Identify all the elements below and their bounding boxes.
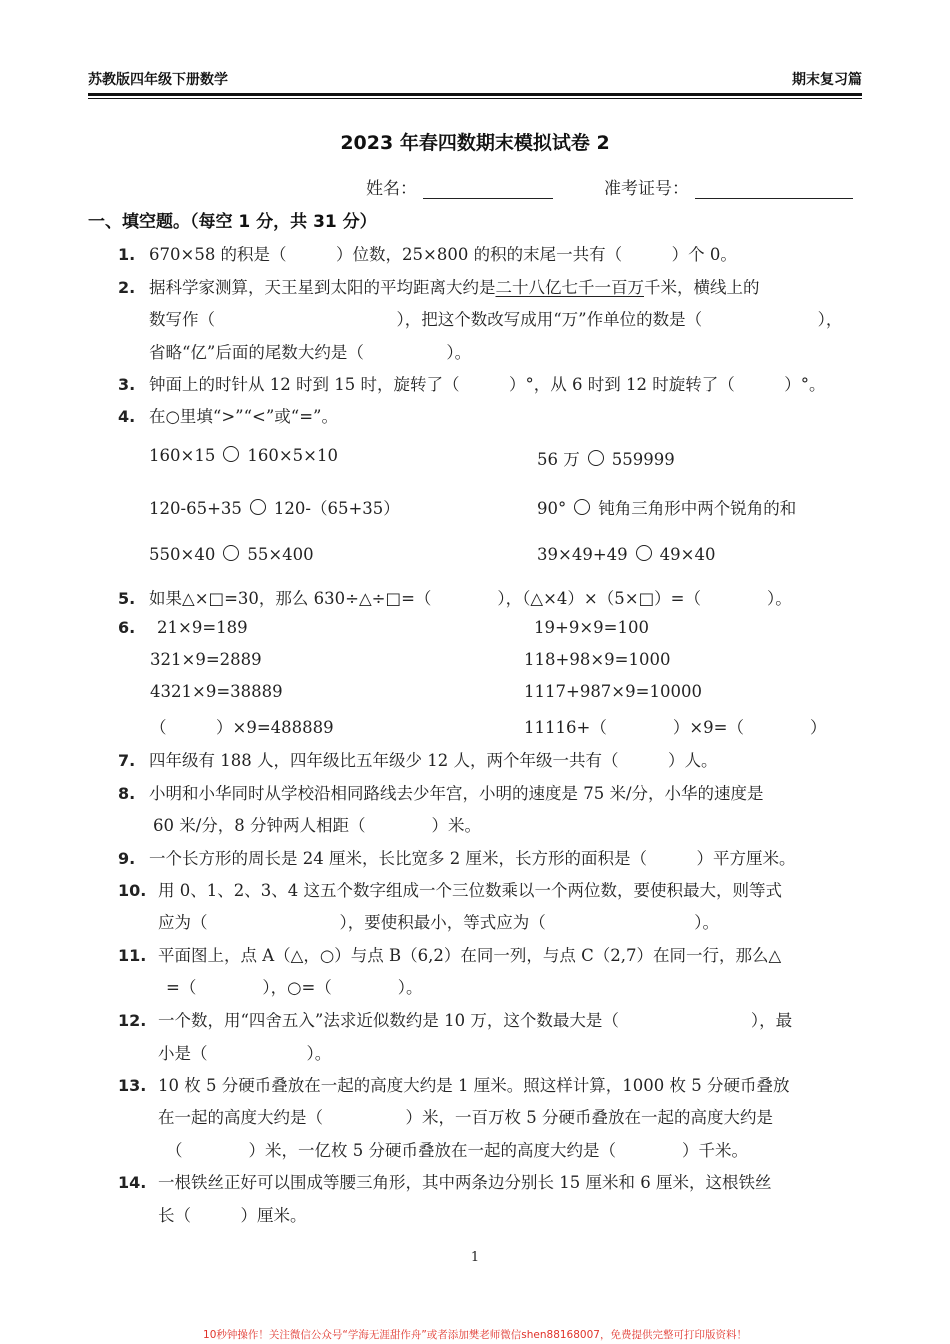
question-number: 10. (118, 881, 147, 900)
pattern-left-row: 4321×9=38889 (150, 682, 283, 701)
compare-circle[interactable] (223, 446, 239, 462)
question-8-line-2: 60 米/分，8 分钟两人相距（ ）米。 (153, 816, 482, 835)
question-text: 如果△×□=30，那么 630÷△÷□=（ ），（△×4）×（5×□）=（ ）。 (149, 589, 792, 608)
compare-right: 钝角三角形中两个锐角的和 (598, 499, 797, 518)
question-number: 14. (118, 1173, 147, 1192)
pattern-left-row: 21×9=189 (157, 618, 248, 637)
compare-item (537, 495, 796, 519)
question-12-line-2: 小是（ ）。 (158, 1044, 332, 1063)
question-6 (118, 618, 248, 637)
pattern-right-row: 118+98×9=1000 (524, 650, 671, 669)
question-text: 四年级有 188 人，四年级比五年级少 12 人，两个年级一共有（ ）人。 (149, 751, 718, 770)
question-text: 钟面上的时针从 12 时到 15 时，旋转了（ ）°，从 6 时到 12 时旋转了（ ）°。 (149, 375, 826, 394)
compare-right: 160×5×10 (247, 446, 338, 465)
question-11 (118, 942, 781, 966)
header-section: 期末复习篇 (792, 72, 862, 88)
question-3 (118, 371, 825, 395)
question-5 (118, 585, 792, 609)
question-7 (118, 747, 717, 771)
pattern-right-row: 19+9×9=100 (534, 618, 649, 637)
compare-left: 90° (537, 499, 567, 518)
question-text: 670×58 的积是（ ）位数，25×800 的积的末尾一共有（ ）个 0。 (149, 245, 737, 264)
question-13-line-3: （ ）米，一亿枚 5 分硬币叠放在一起的高度大约是（ ）千米。 (166, 1141, 748, 1160)
name-label: 姓名： (366, 179, 417, 199)
compare-right: 49×40 (659, 545, 716, 564)
name-blank[interactable] (423, 180, 553, 199)
question-10 (118, 877, 782, 901)
compare-item (149, 545, 314, 564)
question-12 (118, 1007, 792, 1031)
question-text: 用 0、1、2、3、4 这五个数字组成一个三位数乘以一个两位数，要使积最大，则等式 (158, 881, 782, 900)
compare-circle[interactable] (588, 450, 604, 466)
footer-notice: 10秒钟操作！关注微信公众号“学海无涯甜作舟”或者添加樊老师微信shen88168007，免费提供完整可打印版资料！ (203, 1329, 747, 1341)
compare-circle[interactable] (636, 545, 652, 561)
pattern-right-row: 11116+（ ）×9=（ ） (524, 718, 827, 737)
compare-item (537, 545, 715, 564)
compare-circle[interactable] (223, 545, 239, 561)
compare-left: 120-65+35 (149, 499, 242, 518)
header-rule-thin (88, 98, 862, 99)
question-number: 13. (118, 1076, 147, 1095)
page-title: 2023 年春四数期末模拟试卷 2 (340, 132, 610, 154)
compare-right: 120-（65+35） (273, 499, 400, 518)
question-number: 12. (118, 1011, 147, 1030)
section-heading: 一、填空题。（每空 1 分，共 31 分） (88, 212, 377, 232)
question-text: 小明和小华同时从学校沿相同路线去少年宫，小明的速度是 75 米/分，小华的速度是 (149, 784, 764, 803)
question-number: 1. (118, 245, 136, 264)
question-13-line-2: 在一起的高度大约是（ ）米，一百万枚 5 分硬币叠放在一起的高度大约是 (158, 1108, 773, 1127)
pattern-right-row: 1117+987×9=10000 (524, 682, 702, 701)
question-number: 3. (118, 375, 136, 394)
question-number: 5. (118, 589, 136, 608)
question-number: 4. (118, 407, 136, 426)
compare-item (149, 495, 400, 519)
question-number: 2. (118, 278, 136, 297)
question-2-line-3: 省略“亿”后面的尾数大约是（ ）。 (149, 343, 472, 362)
question-2-line-2: 数写作（ ），把这个数改写成用“万”作单位的数是（ ）， (149, 310, 843, 329)
header-rule-thick (88, 93, 862, 96)
question-9 (118, 845, 795, 869)
question-text-end: 千米，横线上的 (644, 278, 760, 297)
name-field[interactable] (366, 174, 553, 199)
header-subject: 苏教版四年级下册数学 (88, 72, 228, 88)
question-14 (118, 1169, 771, 1193)
question-number: 9. (118, 849, 136, 868)
page-number: 1 (470, 1250, 480, 1265)
question-number: 7. (118, 751, 136, 770)
question-10-line-2: 应为（ ），要使积最小，等式应为（ ）。 (158, 913, 719, 932)
compare-item (149, 446, 338, 465)
question-1 (118, 241, 737, 265)
exam-id-field[interactable] (604, 174, 853, 199)
question-8 (118, 780, 764, 804)
question-number: 8. (118, 784, 136, 803)
compare-left: 39×49+49 (537, 545, 628, 564)
underlined-number: 二十八亿七千一百万 (495, 278, 644, 297)
compare-left: 160×15 (149, 446, 216, 465)
question-13 (118, 1072, 789, 1096)
pattern-left-row: （ ）×9=488889 (150, 718, 334, 737)
question-2 (118, 274, 760, 298)
exam-id-blank[interactable] (695, 180, 853, 199)
compare-right: 55×400 (247, 545, 314, 564)
compare-circle[interactable] (574, 499, 590, 515)
question-text: 一根铁丝正好可以围成等腰三角形，其中两条边分别长 15 厘米和 6 厘米，这根铁丝 (158, 1173, 772, 1192)
question-text: 在○里填“>”“<”或“=”。 (149, 407, 338, 426)
question-number: 6. (118, 618, 136, 637)
compare-circle[interactable] (250, 499, 266, 515)
question-text: 一个长方形的周长是 24 厘米，长比宽多 2 厘米，长方形的面积是（ ）平方厘米。 (149, 849, 796, 868)
compare-right: 559999 (611, 450, 675, 469)
compare-left: 56 万 (537, 450, 580, 469)
pattern-left-row: 321×9=2889 (150, 650, 262, 669)
question-text: 据科学家测算，天王星到太阳的平均距离大约是 (149, 278, 496, 297)
compare-item (537, 446, 675, 470)
question-4 (118, 403, 338, 427)
compare-left: 550×40 (149, 545, 216, 564)
question-text: 10 枚 5 分硬币叠放在一起的高度大约是 1 厘米。照这样计算，1000 枚 5 分硬币叠放 (158, 1076, 790, 1095)
question-11-line-2: =（ ），○=（ ）。 (166, 978, 423, 997)
question-number: 11. (118, 946, 147, 965)
exam-id-label: 准考证号： (604, 179, 689, 199)
question-14-line-2: 长（ ）厘米。 (158, 1206, 307, 1225)
question-text: 一个数，用“四舍五入”法求近似数约是 10 万，这个数最大是（ ），最 (158, 1011, 793, 1030)
question-text: 平面图上，点 A（△，○）与点 B（6,2）在同一列，与点 C（2,7）在同一行，那么△ (158, 946, 782, 965)
